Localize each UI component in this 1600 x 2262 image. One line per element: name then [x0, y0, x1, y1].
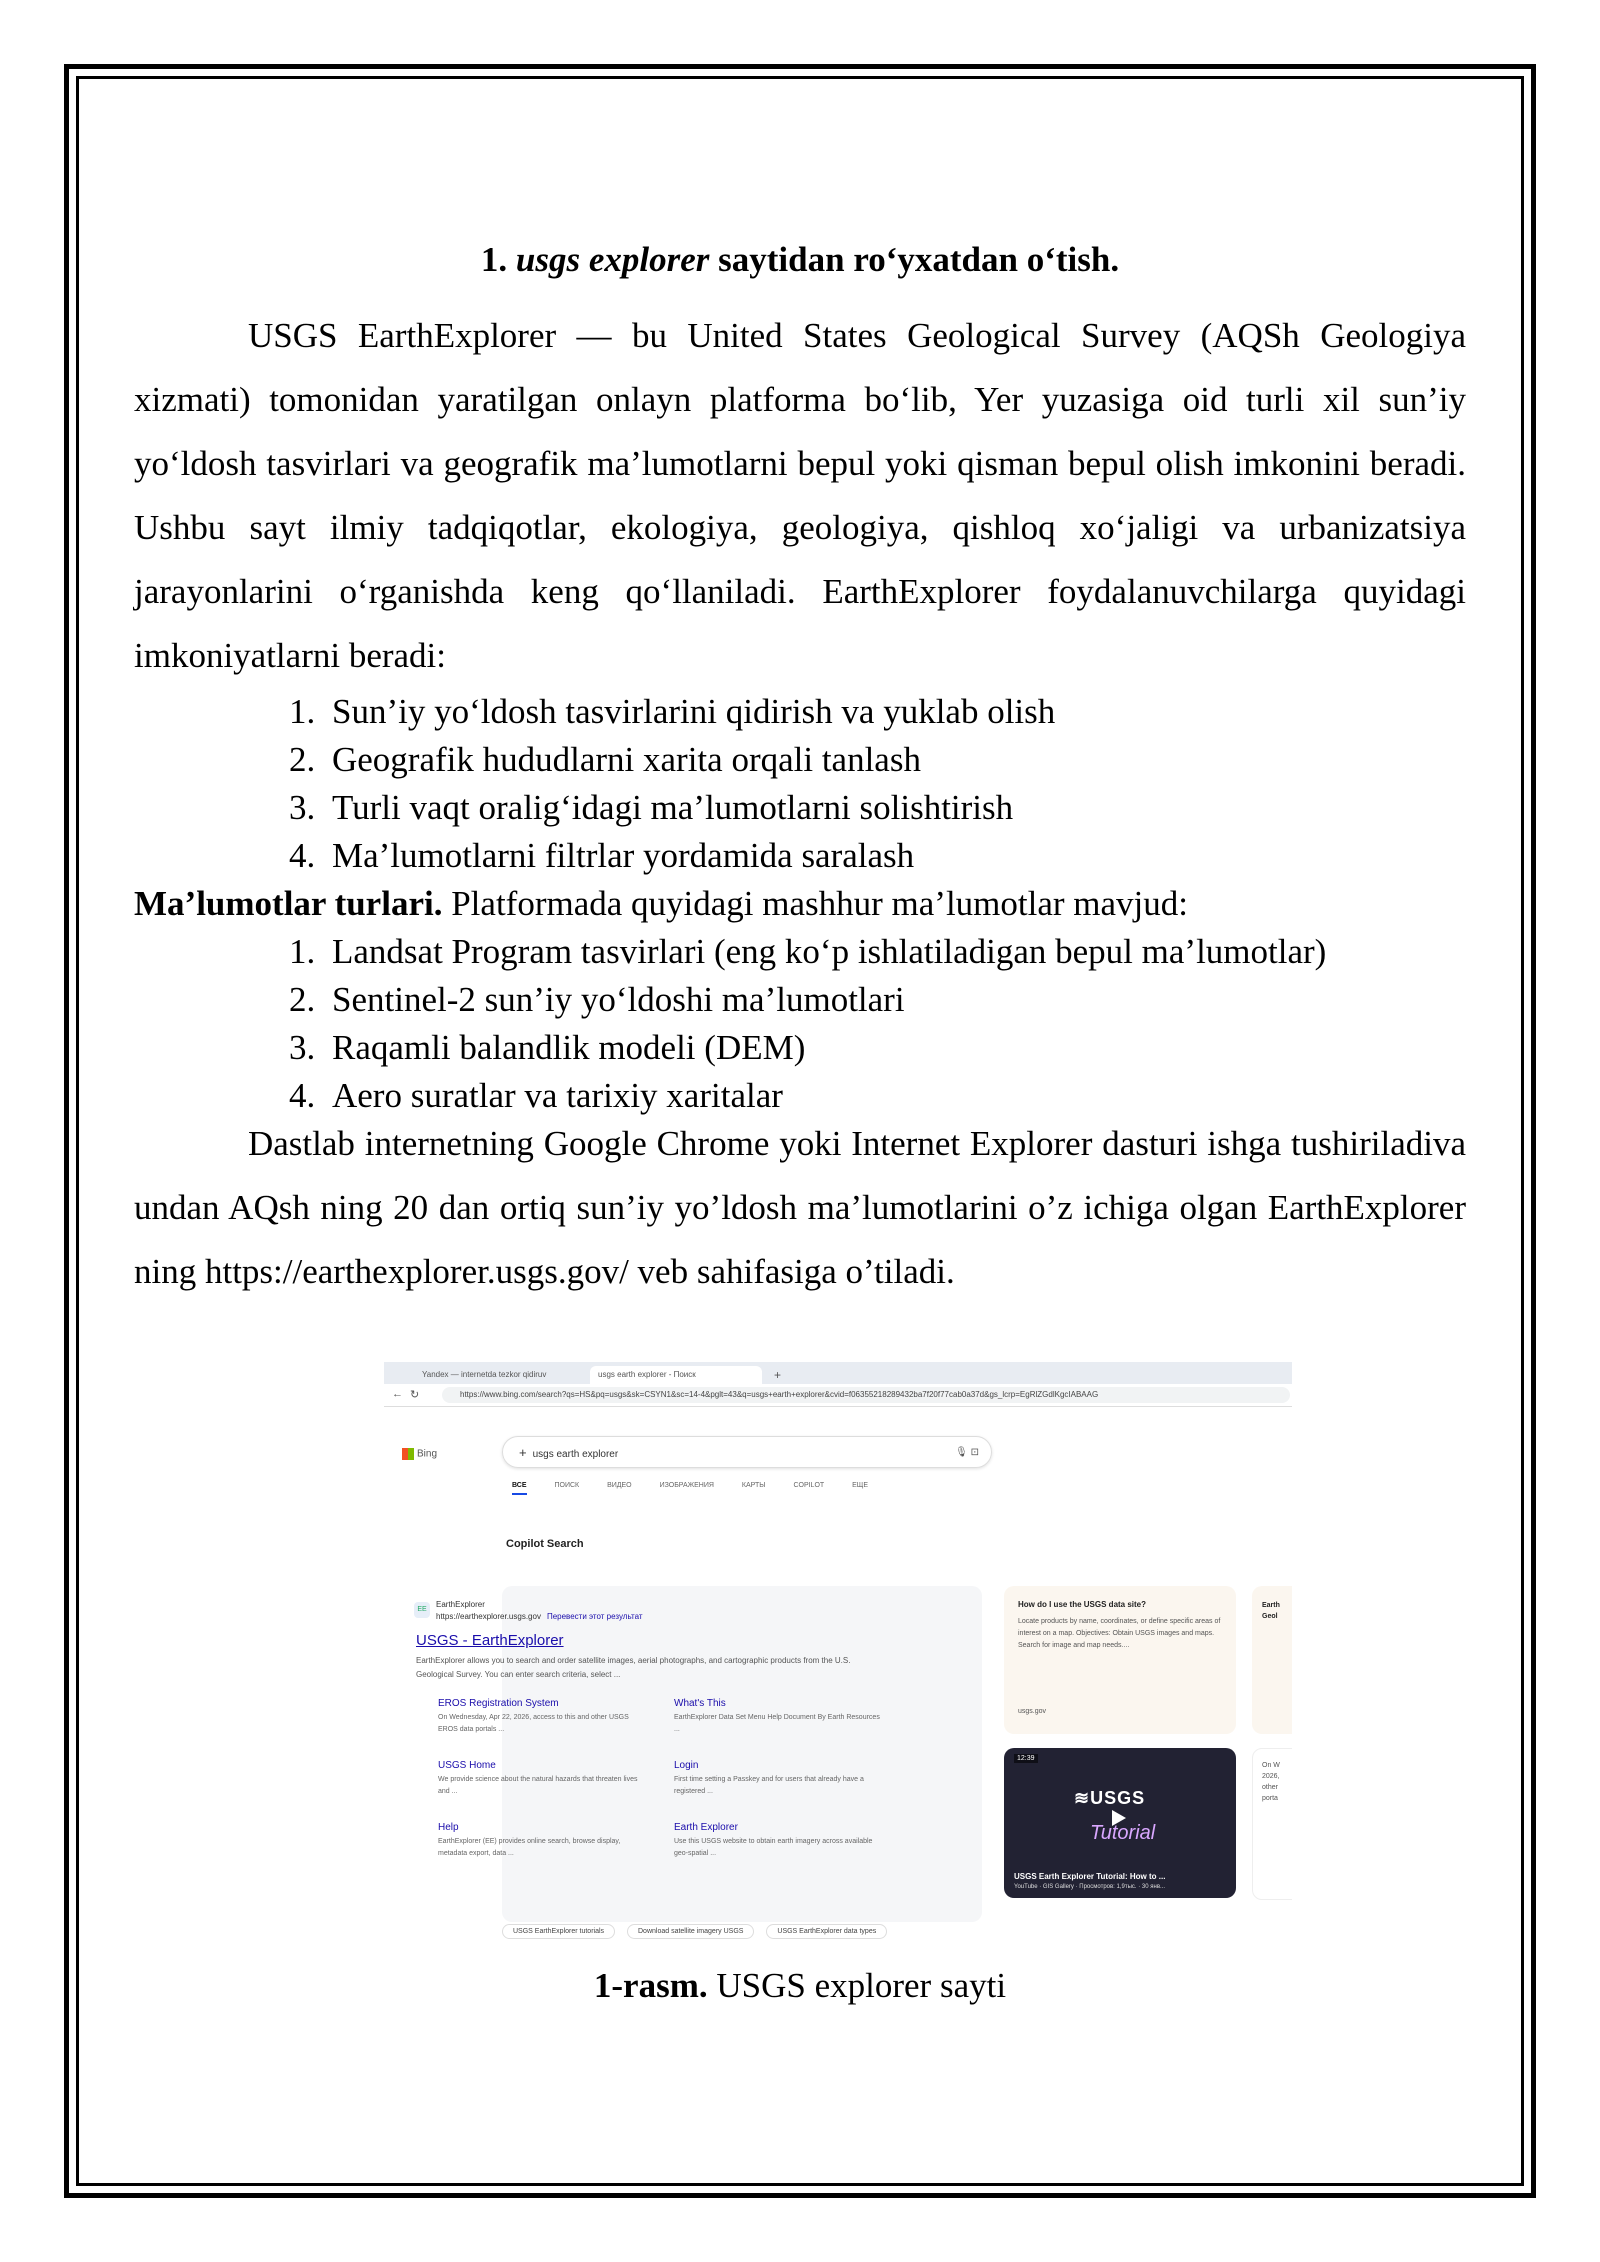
- video-tutorial-text: Tutorial: [1090, 1822, 1156, 1844]
- video-title[interactable]: USGS Earth Explorer Tutorial: How to ...: [1014, 1872, 1166, 1881]
- new-tab-icon[interactable]: +: [774, 1368, 782, 1382]
- search-scopes: [512, 1482, 894, 1489]
- mic-icon[interactable]: 🎙 ⊡: [955, 1447, 979, 1458]
- browser-tab-bing[interactable]: usgs earth explorer - Поиск: [590, 1366, 762, 1384]
- bing-logo-text: Bing: [417, 1448, 438, 1460]
- scope-tab[interactable]: ВИДЕО: [607, 1482, 632, 1489]
- result-title-link[interactable]: USGS - EarthExplorer: [416, 1632, 564, 1649]
- heading-text: saytidan ro‘yxatdan o‘tish.: [718, 240, 1120, 279]
- sitelink-desc: EarthExplorer Data Set Menu Help Document By Earth Resources ...: [674, 1714, 880, 1733]
- sitelink[interactable]: [674, 1822, 884, 1860]
- heading-italic: usgs explorer: [515, 240, 710, 279]
- data-types-text: Platformada quyidagi mashhur ma’lumotlar mavjud:: [451, 884, 1188, 923]
- features-list: [134, 688, 1466, 880]
- related-searches: [502, 1924, 897, 1939]
- sitelink[interactable]: [438, 1760, 648, 1798]
- bing-logo-icon: [402, 1448, 414, 1460]
- search-query: usgs earth explorer: [532, 1449, 619, 1460]
- list-item: 3. Raqamli balandlik modeli (DEM): [324, 1024, 1466, 1072]
- video-card[interactable]: [1004, 1748, 1236, 1898]
- side-card-title: Earth Geol: [1262, 1602, 1280, 1620]
- sitelink-desc: First time setting a Passkey and for users that already have a registered ...: [674, 1776, 864, 1795]
- types-list: [134, 928, 1466, 1120]
- related-chip[interactable]: USGS EarthExplorer tutorials: [502, 1924, 615, 1939]
- list-item: 1. Landsat Program tasvirlari (eng ko‘p ishlatiladigan bepul ma’lumotlar): [324, 928, 1466, 976]
- scope-tab[interactable]: ИЗОБРАЖЕНИЯ: [659, 1482, 714, 1489]
- outro-paragraph: Dastlab internetning Google Chrome yoki Internet Explorer dasturi ishga tushiriladiva undan AQsh ning 20 dan ortiq sun’iy yo’ldosh ma’lumotlarini o’z ichiga olgan EarthExplorer ning https://earthexplorer.usgs.gov/ veb sahifasiga o’tiladi.: [134, 1124, 1466, 1291]
- related-chip[interactable]: Download satellite imagery USGS: [627, 1924, 754, 1939]
- sitelink[interactable]: [674, 1760, 884, 1798]
- scope-tab[interactable]: COPILOT: [793, 1482, 825, 1489]
- url-field[interactable]: https://www.bing.com/search?qs=HS&pq=usgs&sk=CSYN1&sc=14-4&pglt=43&q=usgs+earth+explorer&cvid=f06355218289432ba7f20f77cab0a37d&gs_lcrp=EgRlZGdlKgcIABAAG: [442, 1387, 1290, 1403]
- side-card-text: On W 2026, other porta: [1262, 1762, 1280, 1802]
- browser-screenshot-figure: [384, 1362, 1292, 1945]
- result-site-name: EarthExplorer: [436, 1600, 485, 1609]
- data-types-label: Ma’lumotlar turlari.: [134, 884, 443, 923]
- scope-tab[interactable]: ПОИСК: [554, 1482, 580, 1489]
- translate-link[interactable]: Перевести этот результат: [546, 1612, 643, 1621]
- sitelink-desc: EarthExplorer (EE) provides online search, browse display, metadata export, data ...: [438, 1838, 621, 1857]
- qa-question[interactable]: How do I use the USGS data site?: [1018, 1600, 1147, 1609]
- sitelink-title[interactable]: Earth Explorer: [674, 1822, 738, 1833]
- qa-answer: Locate products by name, coordinates, or define specific areas of interest on a map. Objectives: Obtain USGS images and maps. Search for image and map needs....: [1018, 1618, 1221, 1649]
- result-description: EarthExplorer allows you to search and order satellite images, aerial photographs, and cartographic products from the U.S. Geological Survey. You can enter search criteria, select ...: [416, 1656, 851, 1679]
- data-types-line: [134, 880, 1466, 928]
- browser-tab-yandex[interactable]: Yandex — internetda tezkor qidiruv: [422, 1370, 547, 1379]
- document-body: [134, 230, 1466, 1304]
- sitelink[interactable]: [674, 1698, 884, 1736]
- reload-icon[interactable]: ↻: [410, 1389, 420, 1401]
- sitelink-desc: Use this USGS website to obtain earth imagery across available geo-spatial ...: [674, 1838, 873, 1857]
- figure-caption: [134, 1966, 1466, 2006]
- intro-paragraph: USGS EarthExplorer — bu United States Geological Survey (AQSh Geologiya xizmati) tomonidan yaratilgan onlayn platforma bo‘lib, Yer yuzasiga oid turli xil sun’iy yo‘ldosh tasvirlari va geografik ma’lumotlarni bepul yoki qisman bepul olish imkonini beradi. Ushbu sayt ilmiy tadqiqotlar, ekologiya, geologiya, qishloq xo‘jaligi va urbanizatsiya jarayonlarini o‘rganishda keng qo‘llaniladi. EarthExplorer foydalanuvchilarga quyidagi imkoniyatlarni beradi:: [134, 316, 1466, 675]
- video-meta: YouTube · GIS Gallery · Просмотров: 1,9тыс. · 30 янв...: [1014, 1884, 1166, 1890]
- site-favicon: EE: [414, 1602, 430, 1618]
- list-item: 2. Geografik hududlarni xarita orqali tanlash: [324, 736, 1466, 784]
- qa-source[interactable]: usgs.gov: [1018, 1708, 1047, 1715]
- search-input[interactable]: [502, 1436, 992, 1468]
- address-bar: [384, 1384, 1292, 1407]
- usgs-logo: ≋USGS: [1074, 1788, 1146, 1808]
- heading-number: 1.: [480, 240, 508, 279]
- scope-tab[interactable]: ВСЕ: [512, 1482, 527, 1495]
- sitelink-title[interactable]: Help: [438, 1822, 459, 1833]
- list-item: 1. Sun’iy yo‘ldosh tasvirlarini qidirish va yuklab olish: [324, 688, 1466, 736]
- main-result-card: [502, 1586, 982, 1922]
- related-chip[interactable]: USGS EarthExplorer data types: [766, 1924, 887, 1939]
- sitelink[interactable]: [438, 1698, 648, 1736]
- sitelink-title[interactable]: Login: [674, 1760, 699, 1771]
- result-url: [436, 1612, 643, 1621]
- back-icon[interactable]: ←: [392, 1388, 403, 1400]
- browser-tab-bar: [384, 1362, 1292, 1384]
- caption-text: USGS explorer sayti: [716, 1966, 1007, 2005]
- sitelink-title[interactable]: What's This: [674, 1698, 726, 1709]
- caption-label: 1-rasm.: [593, 1966, 708, 2005]
- list-item: 4. Aero suratlar va tarixiy xaritalar: [324, 1072, 1466, 1120]
- list-item: 3. Turli vaqt oralig‘idagi ma’lumotlarni solishtirish: [324, 784, 1466, 832]
- list-item: 4. Ma’lumotlarni filtrlar yordamida saralash: [324, 832, 1466, 880]
- scope-tab[interactable]: ЕЩЕ: [852, 1482, 869, 1489]
- copilot-search-label: Copilot Search: [506, 1538, 584, 1550]
- sitelink-desc: On Wednesday, Apr 22, 2026, access to this and other USGS EROS data portals ...: [438, 1714, 629, 1733]
- video-duration: 12:39: [1014, 1754, 1038, 1763]
- sitelink-title[interactable]: EROS Registration System: [438, 1698, 559, 1709]
- bing-logo[interactable]: [402, 1448, 437, 1460]
- result-url-text: https://earthexplorer.usgs.gov: [436, 1612, 541, 1621]
- sitelink-desc: We provide science about the natural hazards that threaten lives and ...: [438, 1776, 638, 1795]
- section-heading: [134, 230, 1466, 290]
- list-item: 2. Sentinel-2 sun’iy yo‘ldoshi ma’lumotlari: [324, 976, 1466, 1024]
- scope-tab[interactable]: КАРТЫ: [741, 1482, 766, 1489]
- plus-icon[interactable]: +: [519, 1445, 527, 1460]
- sitelink[interactable]: [438, 1822, 648, 1860]
- sitelink-title[interactable]: USGS Home: [438, 1760, 496, 1771]
